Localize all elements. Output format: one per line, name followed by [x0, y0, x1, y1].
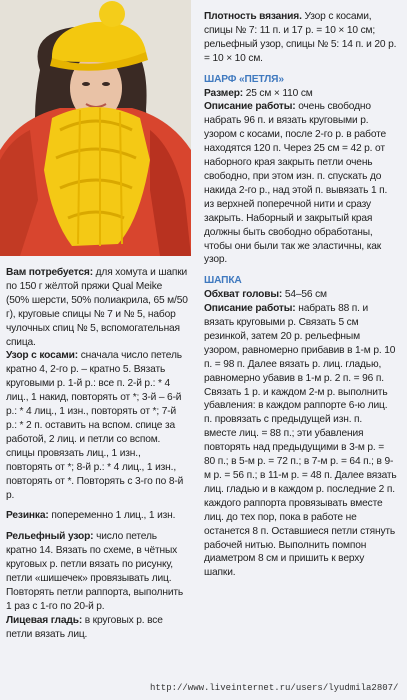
stockinette-label: Лицевая гладь: [6, 614, 83, 626]
source-watermark: http://www.liveinternet.ru/users/lyudmila2807/ [150, 683, 399, 693]
scarf-heading: ШАРФ «ПЕТЛЯ» [204, 73, 284, 85]
stockinette-paragraph [6, 614, 188, 642]
rib-label: Резинка: [6, 510, 49, 522]
scarf-size-label: Размер: [204, 87, 244, 99]
relief-pattern-text: число петель кратно 14. Вязать по схеме, в чётных круговых р. петли вязать по рисунку, петли «шишечек» провязывать лиц. Повторять петли раппорта, выполнить 1 раз с 1-го по 20-й р. [6, 531, 184, 612]
materials-text: для хомута и шапки по 150 г жёлтой пряжи Qual Meike (50% шерсти, 50% полиакрила, 65 м/50 г), круговые спицы № 7 и № 5, набор чулочных спиц № 5, вспомогательная спица. [6, 267, 188, 348]
head-size-text: 54–56 см [282, 289, 327, 301]
materials-label: Вам потребуется: [6, 267, 93, 278]
head-size-paragraph [204, 288, 397, 302]
density-paragraph [204, 10, 397, 66]
density-label: Плотность вязания. [204, 11, 302, 22]
rib-text: попеременно 1 лиц., 1 изн. [48, 510, 176, 522]
density-text: Узор с косами, спицы № 7: 11 п. и 17 р. = 10 × 10 см; рельефный узор, спицы № 5: 14 п. и 20 р. = 10 × 10 см. [204, 11, 397, 64]
scarf-work-text: очень свободно набрать 96 п. и вязать круговыми р. узором с косами, после 2-го р. в работе находятся 120 п. Через 25 см = 42 р. от наборного края закрыть петли очень свободно, при этом изн. п. спускать до накида 2-го р., над этой п. вывязать 1 п. из верхней поперечной нити и сразу закрыть. Наборный и закрытый края должны быть свободно обработаны, чтобы они были так же эластичны, как узор. [204, 101, 388, 266]
cable-pattern-paragraph [6, 349, 188, 502]
hat-work-label: Описание работы: [204, 303, 296, 315]
materials-paragraph [6, 266, 188, 349]
stockinette-text: в круговых р. все петли вязать лиц. [6, 614, 163, 640]
scarf-work-label: Описание работы: [204, 101, 296, 113]
cable-pattern-label: Узор с косами: [6, 350, 79, 362]
scarf-size-paragraph [204, 87, 397, 101]
hat-work-paragraph [204, 302, 397, 580]
product-photo [0, 0, 191, 256]
hat-heading: ШАПКА [204, 275, 242, 287]
left-column [6, 266, 188, 642]
rib-paragraph [6, 509, 188, 523]
scarf-work-paragraph [204, 100, 397, 267]
head-size-label: Обхват головы: [204, 289, 283, 301]
model-photo-illustration [0, 0, 191, 256]
relief-pattern-paragraph [6, 530, 188, 613]
relief-pattern-label: Рельефный узор: [6, 531, 94, 543]
right-column [204, 10, 397, 580]
cable-pattern-text: сначала число петель кратно 4, 2-го р. – кратно 5. Вязать круговыми р. 1-й р.: все п. 2-й р.: * 4 лиц., 1 накид, повторять от *; 3-й – 6-й р.: * 4 лиц., 1 изн., повторять от *; 7-й р.: * 2 п. оставить на вспом. спице за работой, 2 лиц. и петли со вспом. спицы провязать лиц., 1 изн., повторять от *; 8-й р.: * 4 лиц., 1 изн., повторять от *. Повторять с 3-го по 8-й р. [6, 350, 184, 501]
hat-work-text: набрать 88 п. и вязать круговыми р. Связать 5 см резинкой, затем 20 р. рельефным узором, равномерно прибавив в 1-м р. 10 п. = 98 п. Далее вязать р. лиц. гладью, равномерно убавив в 1-м р. 2 п. = 96 п. Связать 1 р. и каждом 2-м р. выполнить убавления: в каждом раппорте 6-ю лиц. п. провязать с предыдущей изн. п. вместе лиц. = 88 п.; эти убавления повторять над предыдущими в 3-м р. = 80 п.; в 5-м р. = 72 п.; в 7-м р. = 64 п.; в 9-м р. = 56 п.; в 11-м р. = 48 п. Далее вязать лиц. гладью и в каждом р. последние 2 п. каждого раппорта провязывать вместе лиц. до тех пор, пока в работе не останется 8 п. Оставшиеся петли стянуть рабочей нитью. Выполнить помпон диаметром 8 см и пришить к верху шапки. [204, 303, 397, 579]
scarf-size-text: 25 см × 110 см [243, 87, 313, 99]
